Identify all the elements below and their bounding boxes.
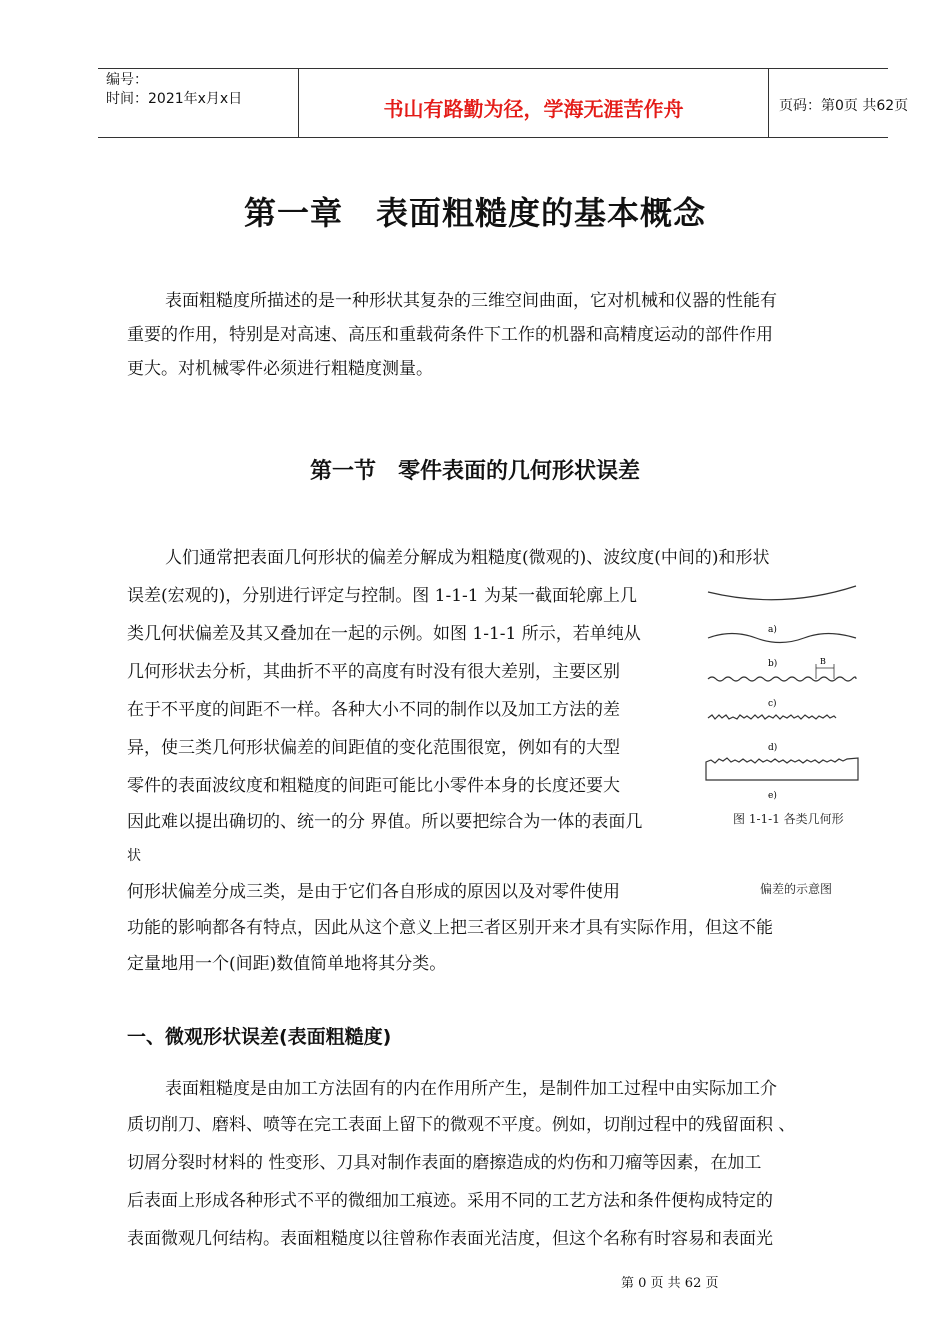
- subsection-title: 一、微观形状误差(表面粗糙度): [127, 1026, 392, 1048]
- profile-b-waviness: [708, 634, 856, 643]
- profile-e-combined: [706, 758, 858, 780]
- profile-a-form-error: [708, 586, 856, 600]
- section-title: 第一节 零件表面的几何形状误差: [309, 459, 640, 484]
- label-c: c): [768, 699, 777, 709]
- text-line: 更大。对机械零件必须进行粗糙度测量。: [127, 359, 433, 379]
- deviation-profiles-diagram: [704, 580, 864, 810]
- header-motto-cell: [299, 69, 769, 137]
- text-line: 质切削刀、磨料、喷等在完工表面上留下的微观不平度。例如，切削过程中的残留面积 、: [127, 1115, 796, 1135]
- serial-label: 编号：: [106, 72, 148, 88]
- text-line: 几何形状去分析，其曲折不平的高度有时没有很大差别，主要区别: [127, 662, 620, 682]
- text-line: 人们通常把表面几何形状的偏差分解成为粗糙度(微观的)、波纹度(中间的)和形状: [165, 548, 770, 568]
- time-label: 时间：2021年x月x日: [106, 91, 243, 107]
- figure-caption-line1: 图 1-1-1 各类几何形: [733, 812, 844, 826]
- label-e: e): [768, 791, 777, 801]
- text-line: 类几何状偏差及其又叠加在一起的示例。如图 1-1-1 所示，若单纯从: [127, 624, 641, 644]
- text-line: 后表面上形成各种形式不平的微细加工痕迹。采用不同的工艺方法和条件便构成特定的: [127, 1191, 773, 1211]
- chapter-title: 第一章 表面粗糙度的基本概念: [243, 194, 706, 232]
- label-b: b): [768, 659, 778, 669]
- page-footer: 第 0 页 共 62 页: [621, 1276, 719, 1291]
- text-line: 何形状偏差分成三类，是由于它们各自形成的原因以及对零件使用: [127, 882, 620, 902]
- label-d: d): [768, 743, 778, 753]
- text-line: 零件的表面波纹度和粗糙度的间距可能比小零件本身的长度还要大: [127, 776, 620, 796]
- profile-d-fine-roughness: [708, 715, 836, 719]
- text-line: 切屑分裂时材料的 性变形、刀具对制作表面的磨擦造成的灼伤和刀瘤等因素，在加工: [127, 1153, 762, 1173]
- text-line: 定量地用一个(间距)数值简单地将其分类。: [127, 954, 447, 974]
- header-page-info: 页码：第0页 共62页: [779, 98, 909, 114]
- text-line: 表面粗糙度是由加工方法固有的内在作用所产生，是制件加工过程中由实际加工介: [165, 1079, 777, 1099]
- text-line: 误差(宏观的)，分别进行评定与控制。图 1-1-1 为某一截面轮廓上几: [127, 586, 638, 606]
- header-page-cell: [769, 69, 909, 137]
- label-a: a): [768, 625, 777, 635]
- text-line: 表面粗糙度所描述的是一种形状其复杂的三维空间曲面，它对机械和仪器的性能有: [165, 291, 777, 311]
- document-header: [98, 68, 909, 138]
- text-line: 重要的作用，特别是对高速、高压和重载荷条件下工作的机器和高精度运动的部件作用: [127, 325, 773, 345]
- text-line: 因此难以提出确切的、统一的分 界值。所以要把综合为一体的表面几: [127, 812, 643, 832]
- text-line: 状: [127, 848, 141, 864]
- surface-deviation-figure: [704, 580, 864, 810]
- header-meta-cell: [98, 69, 299, 137]
- text-line: 在于不平度的间距不一样。各种大小不同的制作以及加工方法的差: [127, 700, 620, 720]
- text-line: 异，使三类几何形状偏差的间距值的变化范围很宽，例如有的大型: [127, 738, 620, 758]
- text-line: 表面微观几何结构。表面粗糙度以往曾称作表面光洁度，但这个名称有时容易和表面光: [127, 1229, 773, 1249]
- figure-caption-line2: 偏差的示意图: [760, 882, 833, 896]
- text-line: 功能的影响都各有特点，因此从这个意义上把三者区别开来才具有实际作用，但这不能: [127, 918, 773, 938]
- spacing-label: B: [820, 657, 826, 666]
- header-motto: 书山有路勤为径，学海无涯苦作舟: [383, 97, 684, 121]
